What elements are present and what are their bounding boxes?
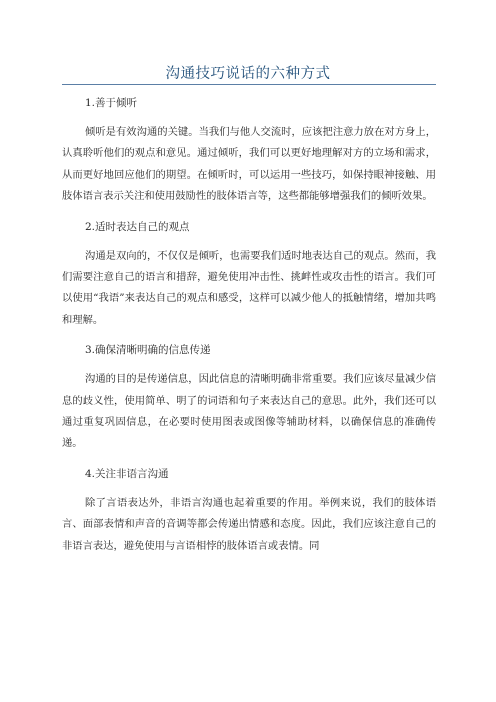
document-title: 沟通技巧说话的六种方式 xyxy=(165,66,331,82)
section-heading: 3.确保清晰明确的信息传递 xyxy=(85,344,211,357)
section-1 xyxy=(62,94,436,208)
section-heading: 2.适时表达自己的观点 xyxy=(85,220,190,233)
section-paragraph: 除了言语表达外，非语言沟通也起着重要的作用。举例来说，我们的肢体语言、面部表情和声音的音调等都会传递出情感和态度。因此，我们应该注意自己的非语言表达，避免使用与言语相悖的肢体语言或表情。同 xyxy=(62,496,436,552)
section-heading: 4.关注非语言沟通 xyxy=(85,467,169,480)
section-2 xyxy=(62,218,436,332)
section-paragraph: 沟通的目的是传递信息，因此信息的清晰明确非常重要。我们应该尽量减少信息的歧义性，使用简单、明了的词语和句子来表达自己的意思。此外，我们还可以通过重复巩固信息，在必要时使用图表或图像等辅助材料，以确保信息的准确传递。 xyxy=(62,373,436,450)
document-body xyxy=(62,94,436,567)
section-3 xyxy=(62,341,436,455)
section-4 xyxy=(62,465,436,557)
section-heading: 1.善于倾听 xyxy=(85,97,138,109)
title-divider xyxy=(62,84,436,85)
section-paragraph: 沟通是双向的，不仅仅是倾听，也需要我们适时地表达自己的观点。然而，我们需要注意自己的语言和措辞，避免使用冲击性、挑衅性或攻击性的语言。我们可以使用“我语”来表达自己的观点和感受，这样可以减少他人的抵触情绪，增加共鸣和理解。 xyxy=(62,249,436,326)
section-paragraph: 倾听是有效沟通的关键。当我们与他人交流时，应该把注意力放在对方身上，认真聆听他们的观点和意见。通过倾听，我们可以更好地理解对方的立场和需求，从而更好地回应他们的期望。在倾听时，可以运用一些技巧，如保持眼神接触、用肢体语言表示关注和使用鼓励性的肢体语言等，这些都能够增强我们的倾听效果。 xyxy=(62,126,436,203)
